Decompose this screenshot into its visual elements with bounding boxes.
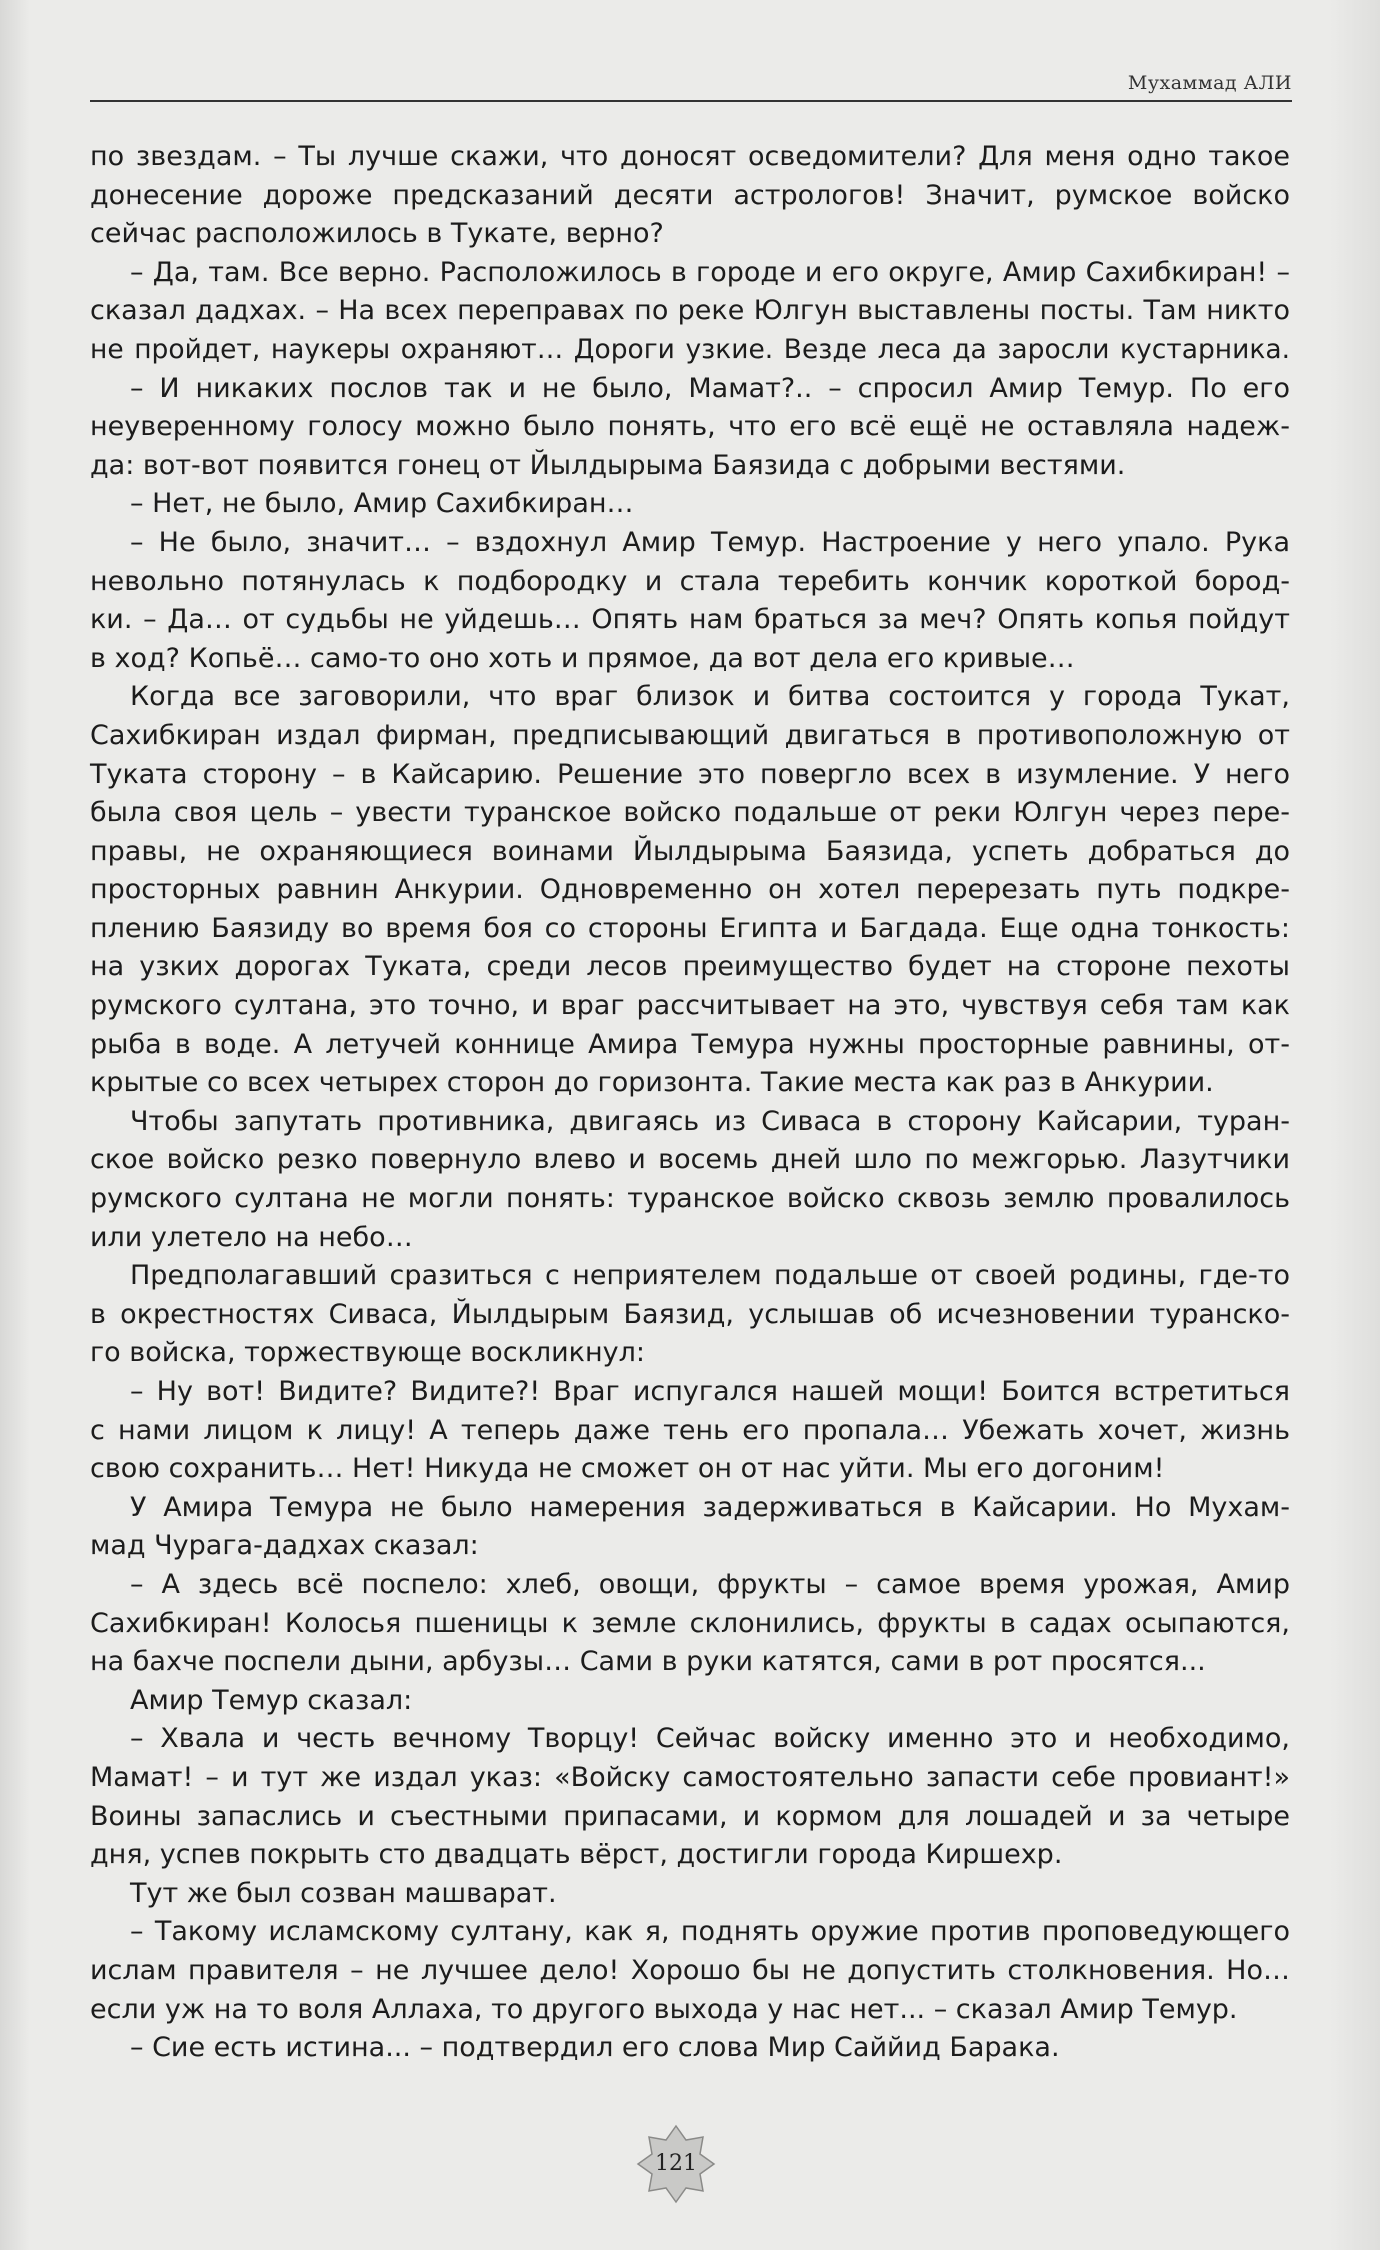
text-line: – И никаких послов так и не было, Мамат?.. – спросил Амир Темур. По его bbox=[130, 372, 1290, 404]
text-line: крытые со всех четырех сторон до горизонта. Такие места как раз в Анкурии. bbox=[90, 1067, 1214, 1099]
text-line: румского султана, это точно, и враг рассчитывает на это, чувствуя себя там как bbox=[90, 990, 1290, 1022]
text-line: с нами лицом к лицу! А теперь даже тень его пропала… Убежать хочет, жизнь bbox=[90, 1414, 1290, 1446]
text-line: – Не было, значит… – вздохнул Амир Темур. Настроение у него упало. Рука bbox=[130, 526, 1290, 558]
text-line: по звездам. – Ты лучше скажи, что доносят осведомители? Для меня одно такое bbox=[90, 141, 1290, 172]
text-line: правы, не охраняющиеся воинами Йылдырыма Баязида, успеть добраться до bbox=[90, 835, 1290, 867]
text-line: просторных равнин Анкурии. Одновременно он хотел перерезать путь подкре- bbox=[90, 874, 1290, 906]
text-line: рыба в воде. А летучей коннице Амира Темура нужны просторные равнины, от- bbox=[90, 1028, 1290, 1060]
text-line: не пройдет, наукеры охраняют… Дороги узкие. Везде леса да заросли кустарника. bbox=[90, 333, 1290, 365]
text-line: неуверенному голосу можно было понять, что его всё ещё не оставляла надеж- bbox=[90, 411, 1290, 443]
text-line: ислам правителя – не лучшее дело! Хорошо бы не допустить столкновения. Но… bbox=[90, 1954, 1290, 1986]
text-line: – Такому исламскому султану, как я, поднять оружие против проповедующего bbox=[130, 1916, 1290, 1948]
text-line: – А здесь всё поспело: хлеб, овощи, фрукты – самое время урожая, Амир bbox=[130, 1568, 1290, 1600]
text-line: на узких дорогах Туката, среди лесов преимущество будет на стороне пехоты bbox=[90, 951, 1290, 983]
text-line: сейчас расположилось в Тукате, верно? bbox=[90, 218, 664, 250]
text-line: Мамат! – и тут же издал указ: «Войску самостоятельно запасти себе провиант!» bbox=[90, 1761, 1290, 1793]
text-line: или улетело на небо… bbox=[90, 1221, 413, 1253]
page-number-badge bbox=[636, 2124, 716, 2204]
text-line: – Да, там. Все верно. Расположилось в городе и его округе, Амир Сахибкиран! – bbox=[130, 256, 1290, 288]
header-author: Мухаммад АЛИ bbox=[1127, 72, 1292, 94]
text-line: Сахибкиран издал фирман, предписывающий двигаться в противоположную от bbox=[90, 719, 1290, 751]
text-line: Сахибкиран! Колосья пшеницы к земле склонились, фрукты в садах осыпаются, bbox=[90, 1607, 1290, 1639]
text-line: свою сохранить… Нет! Никуда не сможет он от нас уйти. Мы его догоним! bbox=[90, 1453, 1165, 1485]
body-text bbox=[90, 138, 1290, 2068]
text-line: да: вот-вот появится гонец от Йылдырыма Баязида с добрыми вестями. bbox=[90, 449, 1126, 481]
text-line: дня, успев покрыть сто двадцать вёрст, достигли города Киршехр. bbox=[90, 1839, 1063, 1871]
text-line: Когда все заговорили, что враг близок и битва состоится у города Тукат, bbox=[130, 681, 1290, 713]
text-line: го войска, торжествующе воскликнул: bbox=[90, 1337, 645, 1369]
text-line: У Амира Темура не было намерения задерживаться в Кайсарии. Но Мухам- bbox=[130, 1491, 1290, 1523]
text-line: Туката сторону – в Кайсарию. Решение это повергло всех в изумление. У него bbox=[90, 758, 1290, 790]
text-line: румского султана не могли понять: туранское войско сквозь землю провалилось bbox=[90, 1183, 1290, 1215]
text-line: ки. – Да… от судьбы не уйдешь… Опять нам браться за меч? Опять копья пойдут bbox=[90, 604, 1290, 636]
page-number: 121 bbox=[655, 2151, 697, 2176]
text-line: на бахче поспели дыни, арбузы… Сами в руки катятся, сами в рот просятся... bbox=[90, 1646, 1206, 1678]
text-line: Воины запаслись и съестными припасами, и кормом для лошадей и за четыре bbox=[90, 1800, 1290, 1832]
text-line: Чтобы запутать противника, двигаясь из Сиваса в сторону Кайсарии, туран- bbox=[130, 1105, 1290, 1137]
text-line: сказал дадхах. – На всех переправах по реке Юлгун выставлены посты. Там никто bbox=[90, 295, 1290, 327]
text-line: – Сие есть истина... – подтвердил его слова Мир Саййид Барака. bbox=[130, 2032, 1060, 2064]
text-line: была своя цель – увести туранское войско подальше от реки Юлгун через пере- bbox=[90, 797, 1290, 829]
text-line: – Ну вот! Видите? Видите?! Враг испугался нашей мощи! Боится встретиться bbox=[130, 1376, 1290, 1407]
text-line: мад Чурага-дадхах сказал: bbox=[90, 1530, 479, 1562]
text-line: Предполагавший сразиться с неприятелем подальше от своей родины, где-то bbox=[130, 1260, 1290, 1292]
text-line: Тут же был созван машварат. bbox=[130, 1877, 557, 1909]
text-line: донесение дороже предсказаний десяти астрологов! Значит, румское войско bbox=[90, 179, 1290, 211]
text-line: невольно потянулась к подбородку и стала теребить кончик короткой бород- bbox=[90, 565, 1290, 597]
text-line: – Нет, не было, Амир Сахибкиран… bbox=[130, 488, 634, 520]
text-line: если уж на то воля Аллаха, то другого выхода у нас нет... – сказал Амир Темур. bbox=[90, 1993, 1238, 2025]
text-line: ское войско резко повернуло влево и восемь дней шло по межгорью. Лазутчики bbox=[90, 1144, 1290, 1176]
text-line: в окрестностях Сиваса, Йылдырым Баязид, услышав об исчезновении туранско- bbox=[90, 1298, 1290, 1330]
text-line: в ход? Копьё… само-то оно хоть и прямое, да вот дела его кривые… bbox=[90, 642, 1075, 674]
text-line: плению Баязиду во время боя со стороны Египта и Багдада. Еще одна тонкость: bbox=[90, 912, 1290, 944]
header-rule bbox=[90, 100, 1292, 102]
running-header bbox=[90, 64, 1292, 104]
text-line: Амир Темур сказал: bbox=[130, 1684, 413, 1716]
text-line: – Хвала и честь вечному Творцу! Сейчас войску именно это и необходимо, bbox=[130, 1723, 1290, 1755]
